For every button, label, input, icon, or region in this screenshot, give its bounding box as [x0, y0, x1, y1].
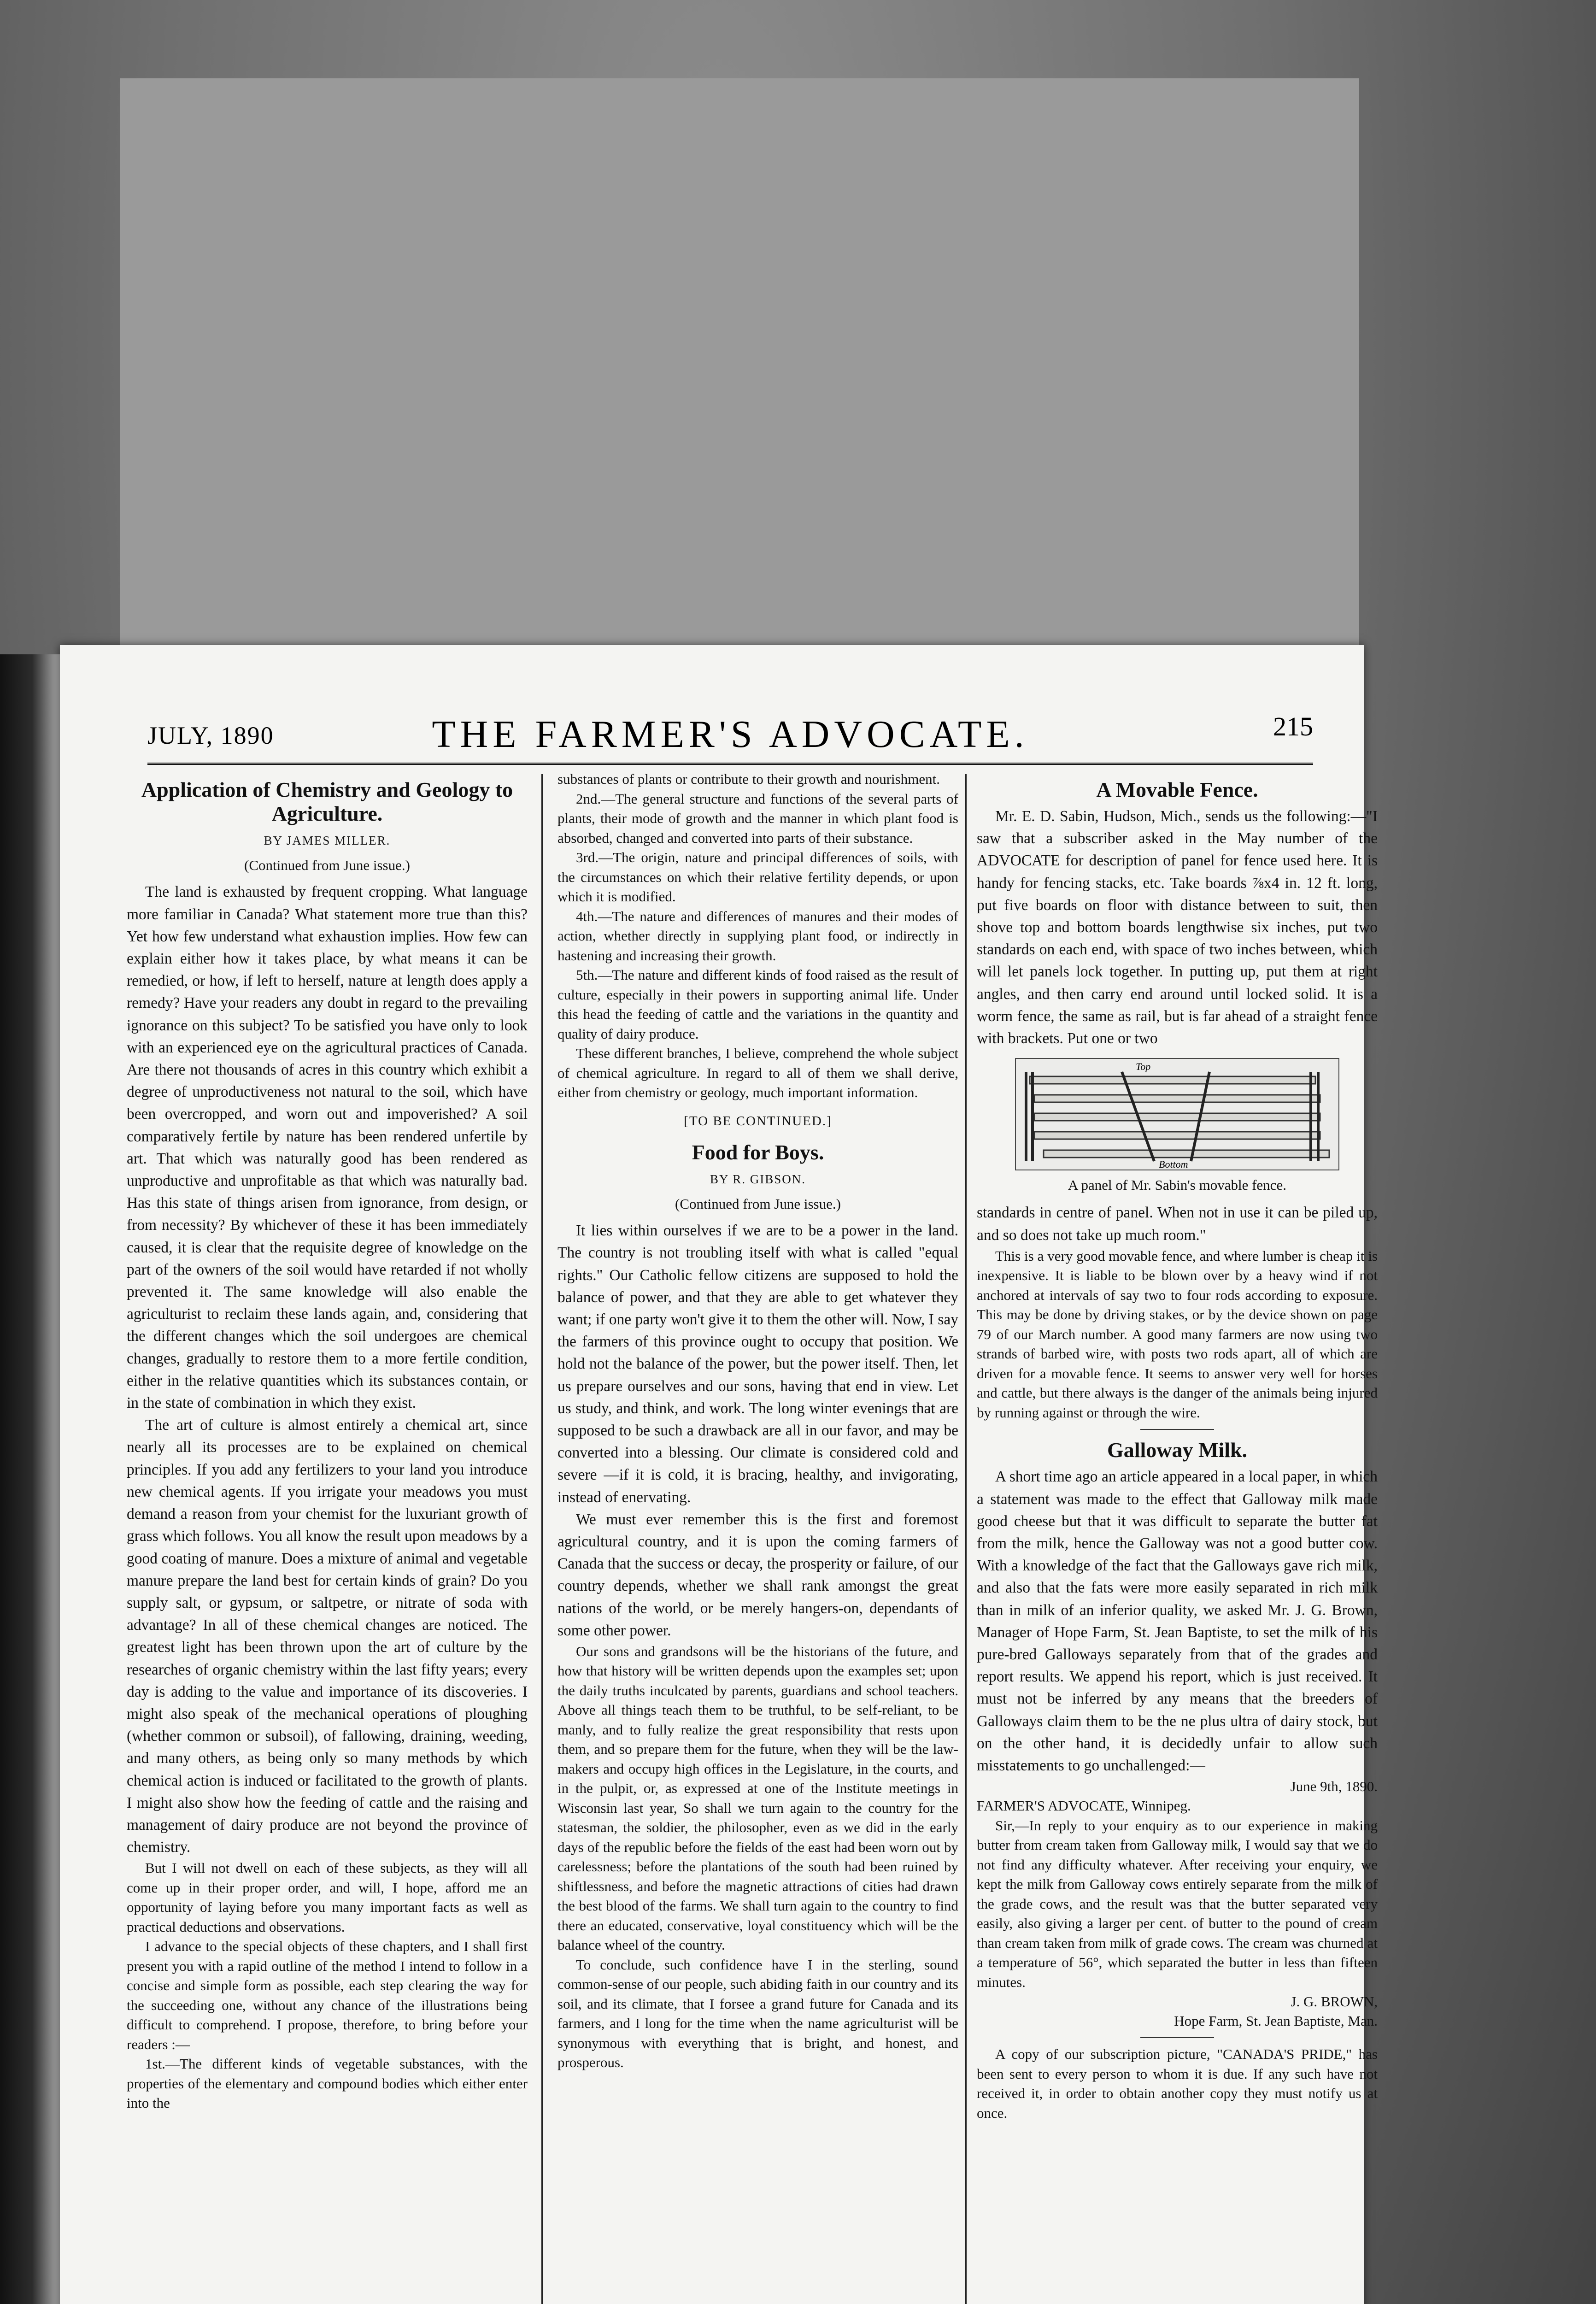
article-title: Galloway Milk. — [1107, 1438, 1248, 1462]
paragraph: 4th.—The nature and differences of manures and their modes of action, whether directly in supplying plant food, or indirectly in hastening and increasing their growth. — [557, 908, 958, 964]
paragraph: standards in centre of panel. When not in use it can be piled up, and so does not take up much room." — [977, 1204, 1378, 1244]
paragraph: I advance to the special objects of these chapters, and I shall first present you with a rapid outline of the method I intend to follow in a concise and simple form as possible, each step clearing the way for the succeeding one, without any chance of the illustrations being difficult to comprehend. I propose, therefore, to bring before your readers :— — [127, 1938, 528, 2052]
paragraph: substances of plants or contribute to their growth and nourishment. — [557, 771, 940, 787]
fence-board — [1034, 1095, 1320, 1102]
article-byline: BY JAMES MILLER. — [264, 834, 391, 847]
paragraph: 5th.—The nature and different kinds of food raised as the result of culture, especially in their powers in supporting animal life. Under this head the feeding of cattle and the variations in the quantity and quality of dairy produce. — [557, 967, 958, 1042]
fence-board — [1030, 1076, 1315, 1084]
paragraph: But I will not dwell on each of these subjects, as they will all come up in their proper order, and will, I hope, afford me an opportunity of laying before you many important facts as well as practical deductions and observations. — [127, 1860, 528, 1935]
article-title: Food for Boys. — [692, 1140, 824, 1164]
letter-address: FARMER'S ADVOCATE, Winnipeg. — [977, 1798, 1191, 1814]
paragraph: These different branches, I believe, comprehend the whole subject of chemical agriculture. In regard to all of them we shall derive, either from chemistry or geology, much important information. — [557, 1045, 958, 1100]
newspaper-page — [60, 645, 1378, 2304]
letter-date: June 9th, 1890. — [1290, 1778, 1378, 1795]
section-rule — [1140, 1429, 1214, 1430]
article-title: A Movable Fence. — [1096, 778, 1258, 801]
paragraph: The art of culture is almost entirely a chemical art, since nearly all its processes are to be explained on chemical principles. If you add any fertilizers to your land you introduce new chemical agents. If you irrigate your meadows you must demand a reason from your chemist for the luxuriant growth of grass which follows. You all know the result upon meadows by a good coating of manure. Does a mixture of animal and vegetable manure prepare the land best for certain kinds of grain? Do you supply salt, or gypsum, or saltpetre, or nitrate of soda with advantage? In all of these chemical changes are noticed. The greatest light has been thrown upon the art of culture by the researches of organic chemistry within the last fifty years; every day is adding to the value and importance of its discoveries. I might also speak of the mechanical operations of ploughing (whether common or subsoil), of fallowing, draining, weeding, and many others, as being only so many methods by which chemical action is induced or facilitated to the growth of plants. I might also show how the feeding of cattle and the raising and management of dairy produce are not beyond the province of chemistry. — [127, 1416, 528, 1856]
masthead-title: THE FARMER'S ADVOCATE. — [432, 713, 1029, 756]
paragraph: 3rd.—The origin, nature and principal differences of soils, with the circumstances on which their relative fertility depends, or upon which it is modified. — [557, 849, 958, 905]
paragraph: Mr. E. D. Sabin, Hudson, Mich., sends us the following:—"I saw that a subscriber asked in the May number of the ADVOCATE for description of panel for fence used here. It is handy for fencing stacks, etc. Take boards ⅞x4 in. 12 ft. long, put five boards on floor with distance between to suit, then shove top and bottom boards lengthwise six inches, put two standards on each end, with space of two inches between, which will let panels lock together. In putting up, put them at right angles, and then carry end around until locked solid. It is a worm fence, the same as rail, but is far ahead of a straight fence with brackets. Put one or two — [977, 808, 1378, 1047]
continued-note: (Continued from June issue.) — [244, 857, 410, 874]
paragraph: To conclude, such confidence have I in the sterling, sound common-sense of our people, such abiding faith in our country and its soil, and its climate, that I forsee a grand future for Canada and its farmers, and I long for the time when the name agriculturist will be synonymous with everything that is bright, and honest, and prosperous. — [557, 1956, 958, 2071]
fence-panel-drawing — [1016, 1059, 1338, 1170]
continued-note: (Continued from June issue.) — [675, 1195, 841, 1212]
paragraph: A short time ago an article appeared in a local paper, in which a statement was made to the effect that Galloway milk made good cheese but that it was difficult to separate the butter fat from the milk, hence the Galloway was not a good butter cow. With a knowledge of the fact that the Galloways gave rich milk, and also that the fats were more easily separated in rich milk than in milk of an inferior quality, we asked Mr. J. G. Brown, Manager of Hope Farm, St. Jean Baptiste, to set the milk of his pure-bred Galloways separately from that of the grades and report results. We append his report, which is just received. It must not be inferred by any means that the breeders of Galloways claim them to be the ne plus ultra of dairy stock, but on the other hand, it is decidedly unfair to allow such misstatements to go unchallenged:— — [977, 1468, 1378, 1774]
figure-label-top: Top — [1136, 1061, 1151, 1073]
column-divider — [965, 774, 967, 2304]
article-byline: BY R. GIBSON. — [710, 1172, 806, 1186]
letter-body: Sir,—In reply to your enquiry as to our experience in making butter from cream taken from Galloway milk, I would say that we do not find any difficulty whatever. After receiving your enquiry, we kept the milk from Galloway cows entirely separate from the milk of the grade cows, and the result was that the butter separated very easily, also giving a larger per cent. of butter to the pound of cream than cream taken from milk of grade cows. The cream was churned at a temperature of 56°, which separated the butter in less than fifteen minutes. — [977, 1817, 1378, 1990]
paragraph: This is a very good movable fence, and where lumber is cheap it is inexpensive. It is liable to be blown over by a heavy wind if not anchored at intervals of say two to four rods according to exposure. This may be done by driving stakes, or by the device shown on page 79 of our March number. A good many farmers are now using two strands of barbed wire, with posts two rods apart, all of which are driven for a movable fence. It seems to answer very well for horses and cattle, but there always is the danger of the animals being injured by running against or through the wire. — [977, 1247, 1378, 1421]
article-title: Application of Chemistry and Geology to Agriculture. — [141, 778, 513, 825]
paragraph: 1st.—The different kinds of vegetable substances, with the properties of the elementary and compound bodies which either enter into the — [127, 2056, 528, 2111]
column-1 — [127, 770, 528, 2113]
paragraph: The land is exhausted by frequent cropping. What language more familiar in Canada? What statement more true than this? Yet how few understand what exhaustion implies. How few can explain either how it takes place, by what means it can be remedied, or how, if left to herself, nature at length does apply a remedy? Have your readers any doubt in regard to the prevailing ignorance on this subject? To be satisfied you have only to look with an experienced eye on the agricultural practices of Canada. Are there not thousands of acres in this country which exhibit a degree of unproductiveness not natural to the soil, which have been overcropped, and worn out and impoverished? A soil comparatively fertile by nature has been rendered unfertile by art. That which was naturally good has been rendered as unproductive and unprofitable as that which was naturally bad. Has this state of things arisen from ignorance, from design, or from necessity? By whichever of these it has been immediately caused, it is clear that the requisite degree of knowledge on the part of the owners of the soil would have retarded if not wholly prevented it. The same knowledge will also enable the agriculturist to reclaim these lands again, and, considering that the different changes which the soil undergoes are chemical changes, gradually to restore them to a more fertile condition, either in the relative quantities which its substances contain, or in the state of combination in which they exist. — [127, 883, 528, 1412]
fence-board — [1034, 1113, 1320, 1121]
paragraph: Our sons and grandsons will be the historians of the future, and how that history will be written depends upon the examples set; upon the daily truths inculcated by parents, guardians and school teachers. Above all things teach them to be truthful, to be self-reliant, to be manly, and to fully realize the great responsibility that rests upon them, and so prepare them for the future, when they will be the law-makers and occupy high offices in the Legislature, in the courts, and in the pulpit, or, as expressed at one of the Institute meetings in Wisconsin last year, So shall we turn again to the country for the statesman, the soldier, the philosopher, even as we did in the early days of the republic before the fields of the east had been worn out by carelessness; before the plantations of the south had been ruined by shiftlessness, and before the magnetic attractions of cities had drawn the best blood of the farms. We shall turn again to the country to find there an educated, conservative, loyal constituency which will be the balance wheel of the country. — [557, 1643, 958, 1953]
back-page-sheet — [120, 78, 1359, 677]
column-3 — [977, 770, 1378, 2123]
subscription-notice: A copy of our subscription picture, "CANADA'S PRIDE," has been sent to every person to whom it is due. If any such have not received it, in order to obtain another copy they must notify us at once. — [977, 2046, 1378, 2121]
paragraph: We must ever remember this is the first and foremost agricultural country, and it is upon the coming farmers of Canada that the success or decay, the prosperity or failure, of our country depends, whether we shall rank amongst the great nations of the world, or be merely hangers-on, dependants of some other power. — [557, 1511, 958, 1639]
issue-date: JULY, 1890 — [147, 722, 274, 749]
section-rule — [1140, 2037, 1214, 2038]
column-2 — [557, 770, 958, 2073]
fence-board — [1044, 1150, 1329, 1158]
page-header — [147, 703, 1313, 767]
header-rule — [147, 763, 1313, 765]
fence-board — [1034, 1132, 1320, 1139]
letter-signature-place: Hope Farm, St. Jean Baptiste, Man. — [1174, 2013, 1378, 2029]
letter-signature: J. G. BROWN, — [1291, 1993, 1378, 2010]
figure-label-bottom: Bottom — [1159, 1158, 1188, 1170]
page-number: 215 — [1273, 711, 1313, 741]
column-divider — [541, 774, 543, 2304]
paragraph: 2nd.—The general structure and functions of the several parts of plants, their mode of growth and the manner in which plant food is absorbed, changed and converted into parts of their substance. — [557, 790, 958, 846]
to-be-continued: [TO BE CONTINUED.] — [684, 1113, 832, 1128]
paragraph: It lies within ourselves if we are to be a power in the land. The country is not troubling itself with what is called "equal rights." Our Catholic fellow citizens are supposed to hold the balance of power, and that they are able to get whatever they want; if one party won't give it to them the other will. Now, I say the farmers of this province ought to occupy that position. We hold not the balance of the power, but the power itself. Then, let us prepare ourselves and our sons, having that end in view. Let us study, and think, and work. The long winter evenings that are supposed to be such a drawback are all in our favor, and may be converted into a blessing. Our climate is considered cold and severe —if it is cold, it is bracing, healthy, and invigorating, instead of enervating. — [557, 1222, 958, 1506]
figure-caption: A panel of Mr. Sabin's movable fence. — [1068, 1177, 1286, 1193]
fence-illustration — [1015, 1058, 1339, 1170]
